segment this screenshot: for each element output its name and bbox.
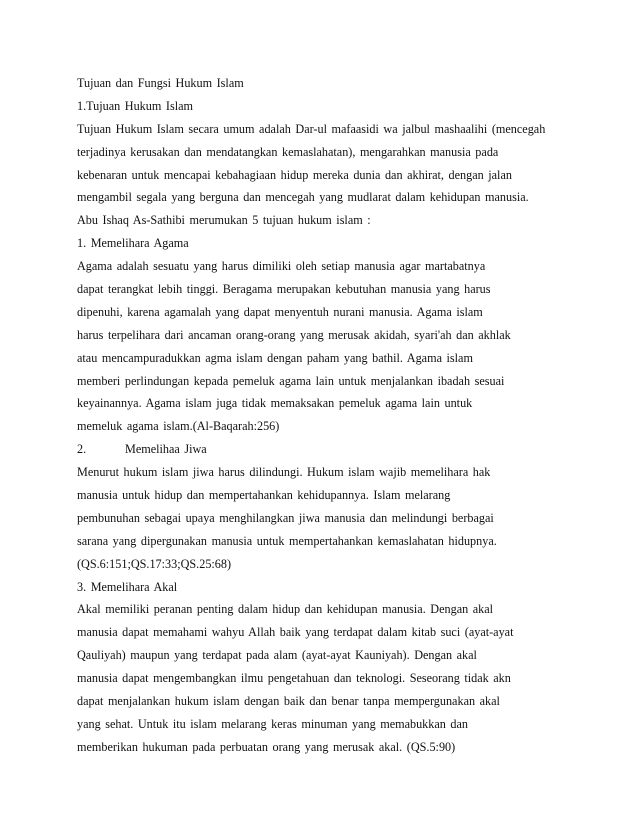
paragraph-line: keyainannya. Agama islam juga tidak memaksakan pemeluk agama lain untuk <box>77 396 473 411</box>
subsection-heading: 1. Memelihara Agama <box>77 236 189 251</box>
document-body <box>77 72 622 759</box>
paragraph-line: memeluk agama islam.(Al-Baqarah:256) <box>77 419 280 434</box>
paragraph-line: Agama adalah sesuatu yang harus dimiliki oleh setiap manusia agar martabatnya <box>77 259 486 274</box>
paragraph-line: atau mencampuradukkan agma islam dengan paham yang bathil. Agama islam <box>77 350 473 365</box>
subsection-title: Memelihaa Jiwa <box>125 442 207 457</box>
paragraph-line: Tujuan Hukum Islam secara umum adalah Dar-ul mafaasidi wa jalbul mashaalihi (mencegah <box>77 121 546 136</box>
paragraph-line: Menurut hukum islam jiwa harus dilindungi. Hukum islam wajib memelihara hak <box>77 465 491 480</box>
paragraph-line: dapat menjalankan hukum islam dengan baik dan benar tanpa mempergunakan akal <box>77 694 500 709</box>
subsection-heading: 3. Memelihara Akal <box>77 579 178 594</box>
paragraph-line: kebenaran untuk mencapai kebahagiaan hidup mereka dunia dan akhirat, dengan jalan <box>77 167 512 182</box>
paragraph-line: dipenuhi, karena agamalah yang dapat menyentuh nurani manusia. Agama islam <box>77 304 483 319</box>
paragraph-line: harus terpelihara dari ancaman orang-orang yang merusak akidah, syari'ah dan akhlak <box>77 327 511 342</box>
paragraph-line: Akal memiliki peranan penting dalam hidup dan kehidupan manusia. Dengan akal <box>77 602 494 617</box>
paragraph-line: pembunuhan sebagai upaya menghilangkan jiwa manusia dan melindungi berbagai <box>77 510 494 525</box>
paragraph-line: Qauliyah) maupun yang terdapat pada alam (ayat-ayat Kauniyah). Dengan akal <box>77 648 477 663</box>
paragraph-line: manusia untuk hidup dan mempertahankan kehidupannya. Islam melarang <box>77 488 451 503</box>
document-title: Tujuan dan Fungsi Hukum Islam <box>77 76 244 90</box>
paragraph-line: mengambil segala yang berguna dan mencegah yang mudlarat dalam kehidupan manusia. <box>77 190 529 205</box>
paragraph-line: (QS.6:151;QS.17:33;QS.25:68) <box>77 556 232 571</box>
section-heading: 1.Tujuan Hukum Islam <box>77 98 193 113</box>
paragraph-line: manusia dapat mengembangkan ilmu pengetahuan dan teknologi. Seseorang tidak akn <box>77 671 511 686</box>
paragraph-line: sarana yang dipergunakan manusia untuk mempertahankan kemaslahatan hidupnya. <box>77 533 497 548</box>
paragraph-line: terjadinya kerusakan dan mendatangkan kemaslahatan), mengarahkan manusia pada <box>77 144 499 159</box>
paragraph-line: dapat terangkat lebih tinggi. Beragama merupakan kebutuhan manusia yang harus <box>77 282 491 297</box>
paragraph-line: yang sehat. Untuk itu islam melarang keras minuman yang memabukkan dan <box>77 716 469 731</box>
paragraph-line: memberi perlindungan kepada pemeluk agama lain untuk menjalankan ibadah sesuai <box>77 373 505 388</box>
subsection-heading <box>77 438 622 461</box>
paragraph-line: memberikan hukuman pada perbuatan orang yang merusak akal. (QS.5:90) <box>77 739 456 754</box>
paragraph-line: Abu Ishaq As-Sathibi merumukan 5 tujuan hukum islam : <box>77 213 371 228</box>
paragraph-line: manusia dapat memahami wahyu Allah baik yang terdapat dalam kitab suci (ayat-ayat <box>77 625 514 640</box>
subsection-number: 2. <box>77 442 87 457</box>
